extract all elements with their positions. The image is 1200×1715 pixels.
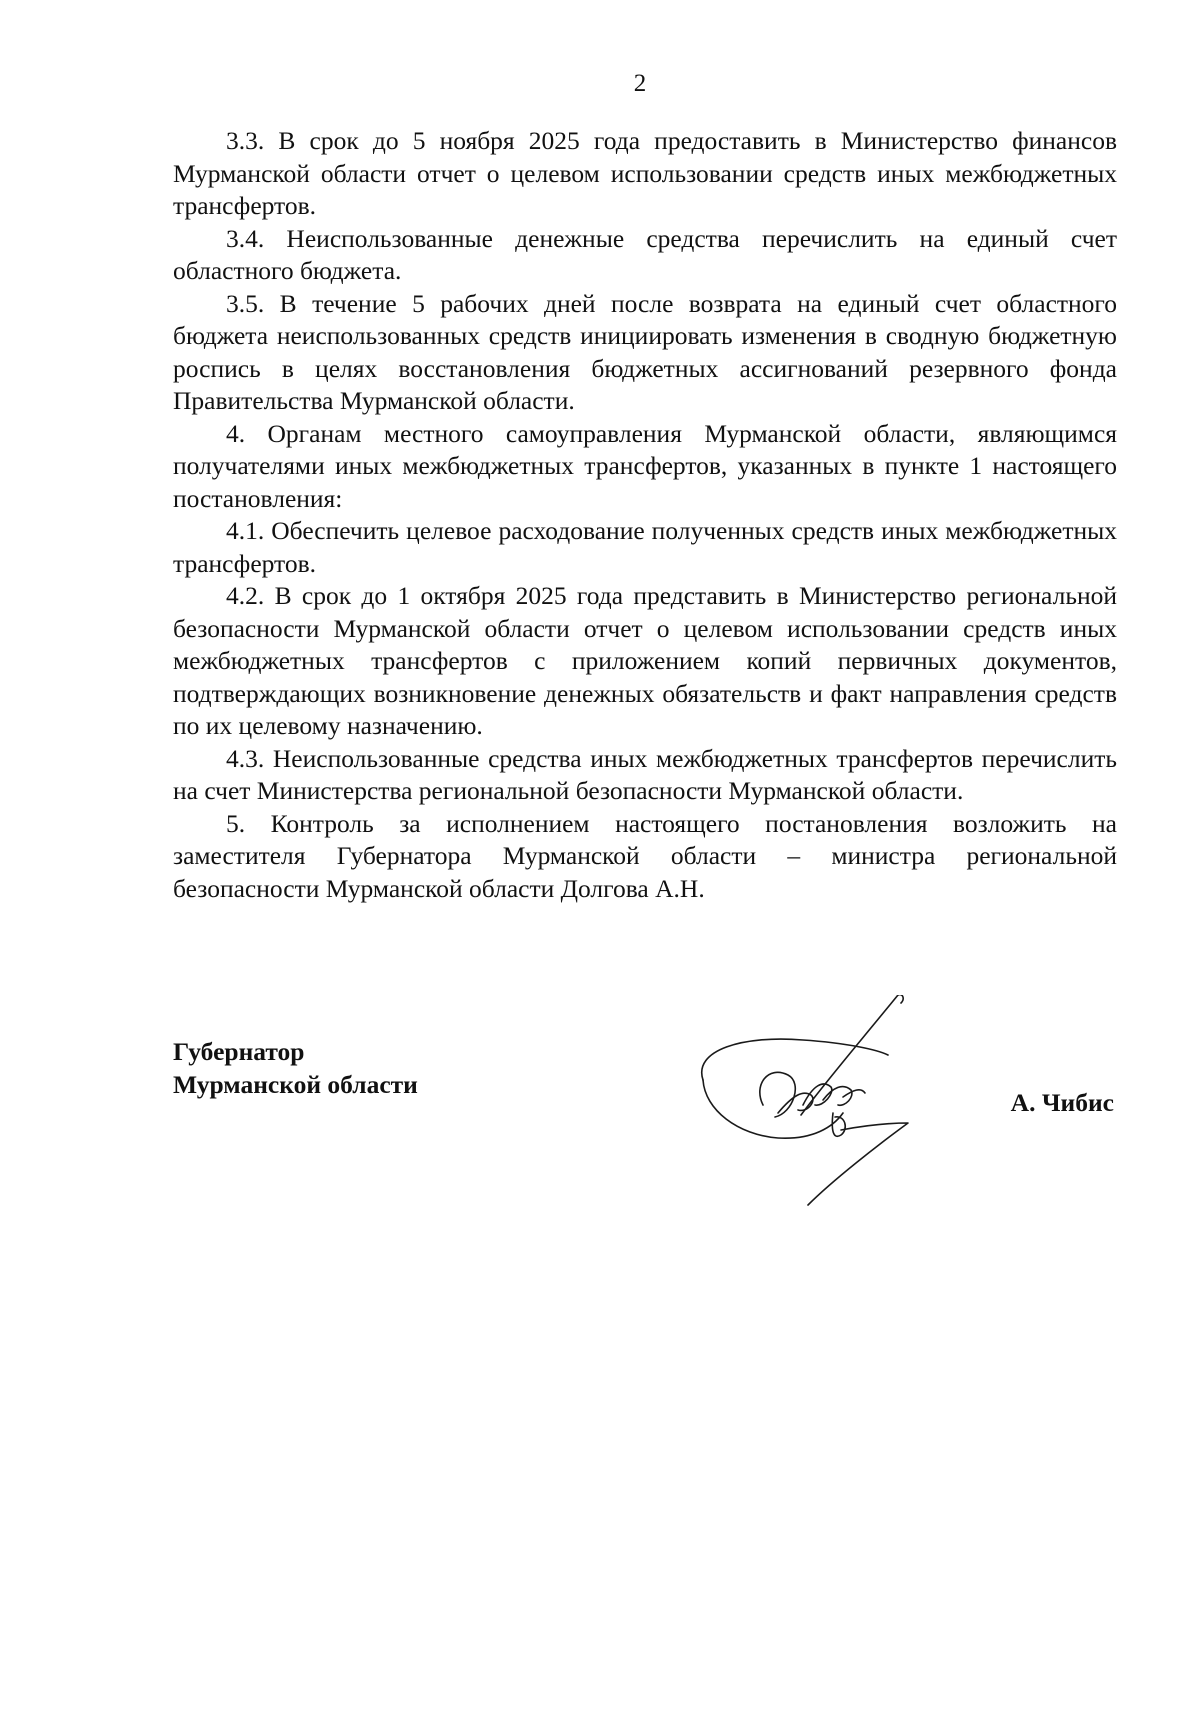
document-body <box>173 125 1117 905</box>
handwritten-signature <box>683 995 943 1225</box>
signature-block <box>173 1035 1117 1215</box>
paragraph-4-3: 4.3. Неиспользованные средства иных межбюджетных трансфертов перечислить на счет Министерства региональной безопасности Мурманской области. <box>173 743 1117 805</box>
paragraph-4-2: 4.2. В срок до 1 октября 2025 года представить в Министерство региональной безопасности Мурманской области отчет о целевом использовании средств иных межбюджетных трансфертов с приложением копий первичных документов, подтверждающих возникновение денежных обязательств и факт направления средств по их целевому назначению. <box>173 581 1117 740</box>
signatory-title <box>173 1035 418 1101</box>
paragraph-4: 4. Органам местного самоуправления Мурманской области, являющимся получателями иных межбюджетных трансфертов, указанных в пункте 1 настоящего постановления: <box>173 418 1117 513</box>
page-number: 2 <box>633 70 647 97</box>
signatory-title-line-1: Губернатор <box>173 1037 305 1066</box>
signatory-name: А. Чибис <box>1010 1088 1114 1117</box>
paragraph-3-4: 3.4. Неиспользованные денежные средства перечислить на единый счет областного бюджета. <box>173 223 1117 285</box>
signatory-title-line-2: Мурманской области <box>173 1070 418 1099</box>
paragraph-4-1: 4.1. Обеспечить целевое расходование полученных средств иных межбюджетных трансфертов. <box>173 516 1117 578</box>
paragraph-3-3: 3.3. В срок до 5 ноября 2025 года предоставить в Министерство финансов Мурманской области отчет о целевом использовании средств иных межбюджетных трансфертов. <box>173 126 1117 220</box>
paragraph-3-5: 3.5. В течение 5 рабочих дней после возврата на единый счет областного бюджета неиспользованных средств инициировать изменения в сводную бюджетную роспись в целях восстановления бюджетных ассигнований резервного фонда Правительства Мурманской области. <box>173 288 1117 415</box>
paragraph-5: 5. Контроль за исполнением настоящего постановления возложить на заместителя Губернатора Мурманской области – министра региональной безопасности Мурманской области Долгова А.Н. <box>173 808 1117 903</box>
